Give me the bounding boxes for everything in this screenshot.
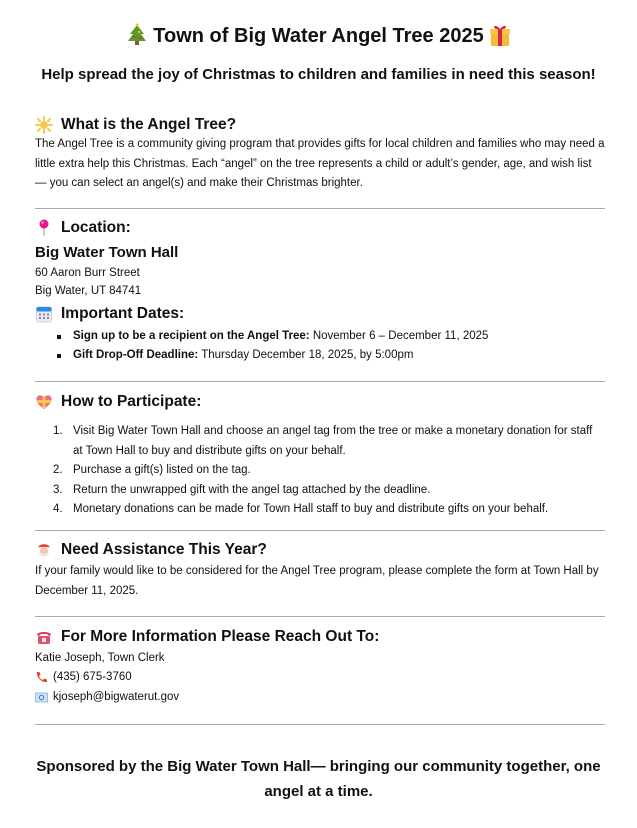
dates-heading-text: Important Dates: bbox=[61, 305, 185, 322]
date-item bbox=[35, 327, 488, 346]
date-item bbox=[35, 346, 488, 365]
contact-phone[interactable]: (435) 675-3760 bbox=[53, 671, 132, 683]
participate-steps bbox=[35, 422, 605, 520]
date-value: November 6 – December 11, 2025 bbox=[309, 330, 489, 342]
calendar-icon bbox=[35, 305, 53, 323]
dates-heading bbox=[35, 304, 184, 324]
participate-heading bbox=[35, 392, 201, 412]
date-label: Sign up to be a recipient on the Angel Tree: bbox=[73, 330, 310, 342]
telephone-icon bbox=[35, 628, 53, 646]
step-item bbox=[35, 422, 605, 461]
dates-list bbox=[35, 327, 488, 365]
contact-heading-text: For More Information Please Reach Out To: bbox=[61, 628, 380, 645]
assistance-body: If your family would like to be considered for the Angel Tree program, please complete the form at Town Hall by December 11, 2025. bbox=[35, 565, 599, 597]
footer-sponsor: Sponsored by the Big Water Town Hall— bringing our community together, one angel at a time. bbox=[36, 758, 601, 800]
divider bbox=[35, 724, 605, 725]
step-item bbox=[35, 500, 605, 520]
what-heading-text: What is the Angel Tree? bbox=[61, 116, 237, 133]
date-value: Thursday December 18, 2025, by 5:00pm bbox=[198, 349, 414, 361]
divider bbox=[35, 530, 605, 531]
sparkle-icon bbox=[35, 116, 53, 134]
participate-heading-text: How to Participate: bbox=[61, 393, 202, 410]
gift-icon bbox=[489, 23, 511, 47]
contact-email-row bbox=[35, 688, 179, 706]
location-name: Big Water Town Hall bbox=[35, 244, 179, 261]
step-text: Monetary donations can be made for Town Hall staff to buy and distribute gifts on your behalf. bbox=[73, 503, 549, 515]
step-item bbox=[35, 461, 605, 481]
date-label: Gift Drop-Off Deadline: bbox=[73, 349, 199, 361]
page-title bbox=[0, 22, 637, 50]
step-number: 1. bbox=[53, 425, 63, 437]
contact-email[interactable]: kjoseph@bigwaterut.gov bbox=[53, 691, 180, 703]
email-icon bbox=[35, 692, 48, 703]
phone-receiver-icon bbox=[35, 671, 48, 684]
step-number: 4. bbox=[53, 503, 63, 515]
pushpin-icon bbox=[35, 219, 53, 237]
location-heading bbox=[35, 218, 131, 238]
step-number: 2. bbox=[53, 464, 63, 476]
step-text: Purchase a gift(s) listed on the tag. bbox=[73, 464, 251, 476]
divider bbox=[35, 208, 605, 209]
what-heading bbox=[35, 115, 236, 135]
subtitle: Help spread the joy of Christmas to children and families in need this season! bbox=[41, 66, 596, 83]
step-text: Visit Big Water Town Hall and choose an angel tag from the tree or make a monetary donation for staff at Town Hall to buy and distribute gifts on your behalf. bbox=[73, 425, 593, 457]
contact-heading bbox=[35, 627, 379, 647]
assistance-heading bbox=[35, 540, 267, 560]
title-text: Town of Big Water Angel Tree 2025 bbox=[153, 25, 484, 47]
location-street: 60 Aaron Burr Street bbox=[35, 267, 140, 279]
step-text: Return the unwrapped gift with the angel tag attached by the deadline. bbox=[73, 483, 431, 496]
divider bbox=[35, 381, 605, 382]
what-body: The Angel Tree is a community giving program that provides gifts for local children and families who may need a little extra help this Christmas. Each “angel” on the tree represents a child or adult’s gender, age, and wish list — you can select an angel(s) and make their Christmas brighter. bbox=[35, 138, 605, 189]
heart-gift-icon bbox=[35, 393, 53, 411]
santa-icon bbox=[35, 541, 53, 559]
step-number: 3. bbox=[53, 483, 63, 496]
contact-name: Katie Joseph, Town Clerk bbox=[35, 652, 165, 664]
christmas-tree-icon bbox=[126, 23, 148, 47]
location-city: Big Water, UT 84741 bbox=[35, 285, 142, 297]
assistance-heading-text: Need Assistance This Year? bbox=[61, 541, 267, 558]
step-item bbox=[35, 481, 605, 501]
contact-phone-row bbox=[35, 668, 132, 686]
divider bbox=[35, 616, 605, 617]
location-heading-text: Location: bbox=[61, 219, 131, 236]
